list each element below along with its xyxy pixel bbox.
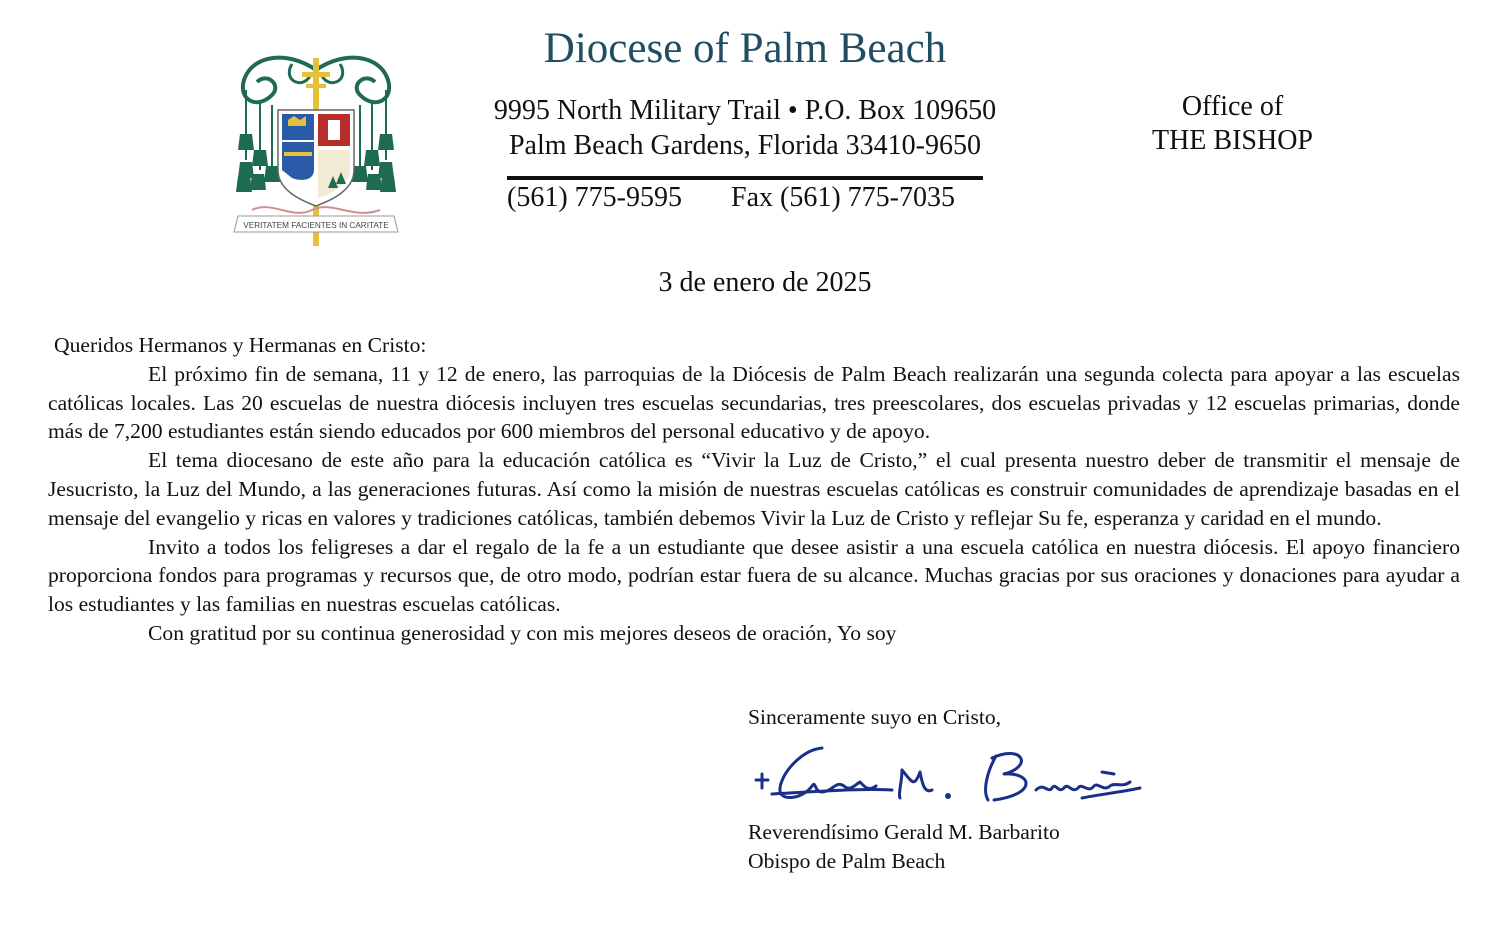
office-label-line-2: THE BISHOP [1151, 125, 1313, 156]
coat-of-arms-icon [232, 50, 400, 250]
organization-name: Diocese of Palm Beach [543, 25, 947, 72]
letter-date: 3 de enero de 2025 [658, 267, 872, 298]
signer-name: Reverendísimo Gerald M. Barbarito [748, 820, 1060, 844]
signature-icon [752, 742, 1144, 812]
salutation: Queridos Hermanos y Hermanas en Cristo: [54, 333, 427, 357]
header-divider [507, 176, 983, 180]
address-line-2: Palm Beach Gardens, Florida 33410-9650 [508, 130, 982, 161]
paragraph-3: Invito a todos los feligreses a dar el regalo de la fe a un estudiante que desee asistir a una escuela católica en nuestra diócesis. El apoyo financiero proporciona fondos para programas y recursos que, de otro modo, podrían estar fuera de su alcance. Muchas gracias por sus oraciones y donaciones para ayudar a los estudiantes y las familias en nuestras escuelas católicas. [48, 534, 1460, 617]
fax-number: Fax (561) 775-7035 [731, 182, 955, 213]
address-line-1: 9995 North Military Trail • P.O. Box 109650 [493, 95, 997, 126]
paragraph-1: El próximo fin de semana, 11 y 12 de enero, las parroquias de la Diócesis de Palm Beach realizarán una segunda colecta para apoyar a las escuelas católicas locales. Las 20 escuelas de nuestra diócesis incluyen tres escuelas secundarias, tres preescolares, dos escuelas privadas y 12 escuelas primarias, donde más de 7,200 estudiantes están siendo educados por 600 miembros del personal educativo y de apoyo. [48, 361, 1460, 444]
signer-title: Obispo de Palm Beach [748, 849, 946, 873]
paragraph-2: El tema diocesano de este año para la educación católica es “Vivir la Luz de Cristo,” el cual presenta nuestro deber de transmitir el mensaje de Jesucristo, la Luz del Mundo, a las generaciones futuras. Así como la misión de nuestras escuelas católicas es construir comunidades de aprendizaje basadas en el mensaje del evangelio y ricas en valores y tradiciones católicas, también debemos Vivir la Luz de Cristo y reflejar Su fe, esperanza y caridad en el mundo. [48, 448, 1460, 530]
paragraph-4: Con gratitud por su continua generosidad y con mis mejores deseos de oración, Yo soy [148, 620, 897, 645]
phone-number: (561) 775-9595 [507, 182, 682, 213]
letter-body [48, 331, 1460, 648]
closing-line: Sinceramente suyo en Cristo, [748, 705, 1002, 729]
office-label-line-1: Office of [1181, 91, 1284, 122]
svg-text:VERITATEM FACIENTES IN CARITAT: VERITATEM FACIENTES IN CARITATE [243, 221, 389, 230]
